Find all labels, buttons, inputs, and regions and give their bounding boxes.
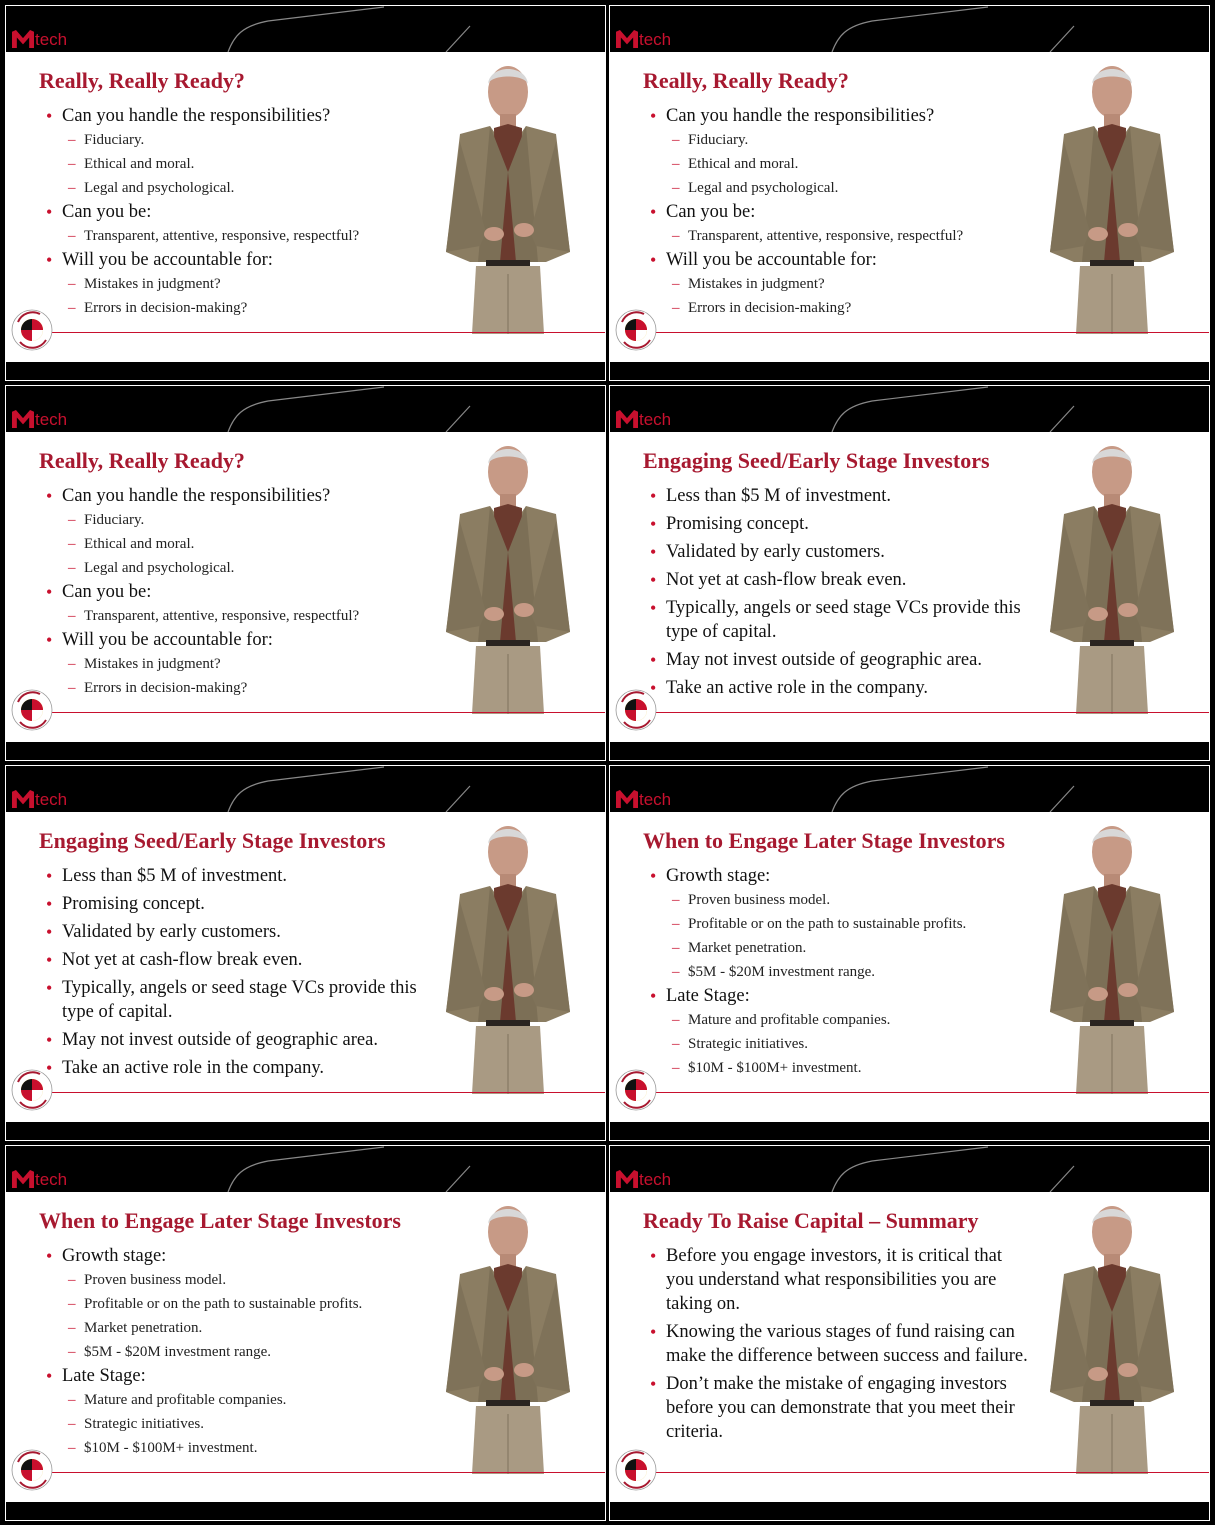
sub-bullet-item: – Errors in decision-making? — [650, 296, 1030, 320]
mtech-logo — [616, 1168, 671, 1188]
bullet-item: • May not invest outside of geographic area. — [650, 648, 1030, 672]
swoosh-decoration — [6, 386, 605, 432]
slide-frame-1 — [6, 6, 605, 380]
sub-bullet-item: – Legal and psychological. — [46, 556, 426, 580]
bullet-item: • Late Stage: — [46, 1364, 426, 1388]
slide-title: Really, Really Ready? — [39, 68, 245, 93]
bullet-item: • Promising concept. — [46, 892, 426, 916]
m-logo-icon — [616, 30, 638, 48]
university-seal-icon — [10, 688, 54, 732]
presenter-video — [1024, 442, 1200, 714]
slide-rule — [50, 1472, 605, 1473]
logo-text: tech — [639, 790, 672, 809]
swoosh-decoration — [610, 6, 1209, 52]
slide-header-bar — [610, 386, 1209, 432]
mtech-logo — [12, 1168, 67, 1188]
slide-rule — [50, 1092, 605, 1093]
logo-text: tech — [35, 790, 68, 809]
logo-text: tech — [35, 30, 68, 49]
slide-header-bar — [6, 6, 605, 52]
sub-bullet-item: – Mature and profitable companies. — [650, 1008, 1030, 1032]
slide-title: Engaging Seed/Early Stage Investors — [39, 828, 386, 853]
bullet-item: • Can you handle the responsibilities? — [46, 104, 426, 128]
sub-bullet-item: – Ethical and moral. — [650, 152, 1030, 176]
bullet-item: • Validated by early customers. — [650, 540, 1030, 564]
sub-bullet-item: – Legal and psychological. — [650, 176, 1030, 200]
sub-bullet-item: – Errors in decision-making? — [46, 676, 426, 700]
sub-bullet-item: – $5M - $20M investment range. — [46, 1340, 426, 1364]
sub-bullet-item: – Market penetration. — [650, 936, 1030, 960]
bullet-list — [650, 104, 1030, 320]
bullet-item: • Can you be: — [46, 200, 426, 224]
bullet-item: • Not yet at cash-flow break even. — [46, 948, 426, 972]
presenter-video — [1024, 822, 1200, 1094]
sub-bullet-item: – Transparent, attentive, responsive, respectful? — [46, 224, 426, 248]
bullet-list — [650, 484, 1030, 704]
sub-bullet-item: – $5M - $20M investment range. — [650, 960, 1030, 984]
bullet-item: • Typically, angels or seed stage VCs provide this type of capital. — [46, 976, 426, 1024]
slide-title: Really, Really Ready? — [39, 448, 245, 473]
logo-text: tech — [639, 30, 672, 49]
slide-footer-bar — [6, 362, 605, 380]
bullet-list — [46, 1244, 426, 1460]
bullet-item: • Take an active role in the company. — [46, 1056, 426, 1080]
slide-frame-7 — [6, 1146, 605, 1520]
slide-title: Engaging Seed/Early Stage Investors — [643, 448, 990, 473]
slide-header-bar — [6, 766, 605, 812]
m-logo-icon — [12, 30, 34, 48]
sub-bullet-item: – $10M - $100M+ investment. — [46, 1436, 426, 1460]
sub-bullet-item: – Mistakes in judgment? — [650, 272, 1030, 296]
bullet-item: • Less than $5 M of investment. — [46, 864, 426, 888]
bullet-item: • Knowing the various stages of fund raising can make the difference between success and failure. — [650, 1320, 1030, 1368]
bullet-item: • Can you be: — [650, 200, 1030, 224]
mtech-logo — [12, 788, 67, 808]
bullet-list — [46, 484, 426, 700]
m-logo-icon — [616, 1170, 638, 1188]
university-seal-icon — [614, 308, 658, 352]
bullet-item: • Will you be accountable for: — [46, 248, 426, 272]
swoosh-decoration — [6, 1146, 605, 1192]
sub-bullet-item: – Legal and psychological. — [46, 176, 426, 200]
swoosh-decoration — [610, 766, 1209, 812]
sub-bullet-item: – Errors in decision-making? — [46, 296, 426, 320]
sub-bullet-item: – Strategic initiatives. — [650, 1032, 1030, 1056]
slide-title: When to Engage Later Stage Investors — [39, 1208, 401, 1233]
sub-bullet-item: – Proven business model. — [650, 888, 1030, 912]
presenter-video — [1024, 1202, 1200, 1474]
bullet-item: • Will you be accountable for: — [46, 628, 426, 652]
slide-header-bar — [6, 386, 605, 432]
bullet-item: • Will you be accountable for: — [650, 248, 1030, 272]
slide-rule — [654, 712, 1209, 713]
mtech-logo — [616, 788, 671, 808]
slide-header-bar — [610, 1146, 1209, 1192]
logo-text: tech — [35, 1170, 68, 1189]
m-logo-icon — [12, 790, 34, 808]
university-seal-icon — [614, 688, 658, 732]
slide-frame-8 — [610, 1146, 1209, 1520]
university-seal-icon — [614, 1448, 658, 1492]
bullet-item: • Promising concept. — [650, 512, 1030, 536]
slide-frame-6 — [610, 766, 1209, 1140]
presenter-video — [420, 1202, 596, 1474]
slide-title: Really, Really Ready? — [643, 68, 849, 93]
swoosh-decoration — [6, 766, 605, 812]
sub-bullet-item: – Mistakes in judgment? — [46, 272, 426, 296]
presenter-video — [420, 822, 596, 1094]
slide-rule — [50, 712, 605, 713]
bullet-item: • Typically, angels or seed stage VCs provide this type of capital. — [650, 596, 1030, 644]
bullet-item: • Before you engage investors, it is critical that you understand what responsibilities you are taking on. — [650, 1244, 1030, 1316]
bullet-item: • Can you be: — [46, 580, 426, 604]
slide-rule — [50, 332, 605, 333]
bullet-item: • Can you handle the responsibilities? — [46, 484, 426, 508]
sub-bullet-item: – Transparent, attentive, responsive, respectful? — [46, 604, 426, 628]
slide-footer-bar — [6, 742, 605, 760]
slide-title: Ready To Raise Capital – Summary — [643, 1208, 979, 1233]
bullet-list — [46, 104, 426, 320]
swoosh-decoration — [6, 6, 605, 52]
sub-bullet-item: – Ethical and moral. — [46, 152, 426, 176]
swoosh-decoration — [610, 386, 1209, 432]
bullet-item: • Can you handle the responsibilities? — [650, 104, 1030, 128]
bullet-list — [650, 864, 1030, 1080]
bullet-item: • Don’t make the mistake of engaging investors before you can demonstrate that you meet their criteria. — [650, 1372, 1030, 1444]
slide-footer-bar — [610, 742, 1209, 760]
university-seal-icon — [614, 1068, 658, 1112]
mtech-logo — [12, 408, 67, 428]
slide-header-bar — [610, 6, 1209, 52]
sub-bullet-item: – Market penetration. — [46, 1316, 426, 1340]
swoosh-decoration — [610, 1146, 1209, 1192]
sub-bullet-item: – Proven business model. — [46, 1268, 426, 1292]
bullet-item: • May not invest outside of geographic area. — [46, 1028, 426, 1052]
slide-header-bar — [6, 1146, 605, 1192]
presenter-video — [420, 442, 596, 714]
slide-rule — [654, 332, 1209, 333]
mtech-logo — [616, 408, 671, 428]
slide-footer-bar — [610, 362, 1209, 380]
university-seal-icon — [10, 308, 54, 352]
m-logo-icon — [12, 1170, 34, 1188]
slide-frame-3 — [6, 386, 605, 760]
m-logo-icon — [616, 410, 638, 428]
slide-frame-4 — [610, 386, 1209, 760]
sub-bullet-item: – Fiduciary. — [46, 508, 426, 532]
university-seal-icon — [10, 1068, 54, 1112]
logo-text: tech — [639, 410, 672, 429]
logo-text: tech — [35, 410, 68, 429]
slide-frame-5 — [6, 766, 605, 1140]
bullet-item: • Growth stage: — [46, 1244, 426, 1268]
sub-bullet-item: – Transparent, attentive, responsive, respectful? — [650, 224, 1030, 248]
sub-bullet-item: – Fiduciary. — [650, 128, 1030, 152]
bullet-list — [650, 1244, 1030, 1448]
logo-text: tech — [639, 1170, 672, 1189]
bullet-item: • Late Stage: — [650, 984, 1030, 1008]
m-logo-icon — [12, 410, 34, 428]
mtech-logo — [616, 28, 671, 48]
bullet-item: • Take an active role in the company. — [650, 676, 1030, 700]
sub-bullet-item: – Fiduciary. — [46, 128, 426, 152]
sub-bullet-item: – $10M - $100M+ investment. — [650, 1056, 1030, 1080]
slide-title: When to Engage Later Stage Investors — [643, 828, 1005, 853]
slide-footer-bar — [610, 1502, 1209, 1520]
m-logo-icon — [616, 790, 638, 808]
sub-bullet-item: – Profitable or on the path to sustainable profits. — [650, 912, 1030, 936]
slide-footer-bar — [6, 1502, 605, 1520]
sub-bullet-item: – Mature and profitable companies. — [46, 1388, 426, 1412]
presenter-video — [1024, 62, 1200, 334]
sub-bullet-item: – Profitable or on the path to sustainable profits. — [46, 1292, 426, 1316]
mtech-logo — [12, 28, 67, 48]
sub-bullet-item: – Ethical and moral. — [46, 532, 426, 556]
bullet-item: • Less than $5 M of investment. — [650, 484, 1030, 508]
bullet-item: • Growth stage: — [650, 864, 1030, 888]
slide-footer-bar — [6, 1122, 605, 1140]
slide-rule — [654, 1472, 1209, 1473]
presenter-video — [420, 62, 596, 334]
sub-bullet-item: – Strategic initiatives. — [46, 1412, 426, 1436]
slide-footer-bar — [610, 1122, 1209, 1140]
bullet-item: • Not yet at cash-flow break even. — [650, 568, 1030, 592]
slide-header-bar — [610, 766, 1209, 812]
bullet-item: • Validated by early customers. — [46, 920, 426, 944]
sub-bullet-item: – Mistakes in judgment? — [46, 652, 426, 676]
slide-rule — [654, 1092, 1209, 1093]
slide-frame-2 — [610, 6, 1209, 380]
bullet-list — [46, 864, 426, 1084]
university-seal-icon — [10, 1448, 54, 1492]
